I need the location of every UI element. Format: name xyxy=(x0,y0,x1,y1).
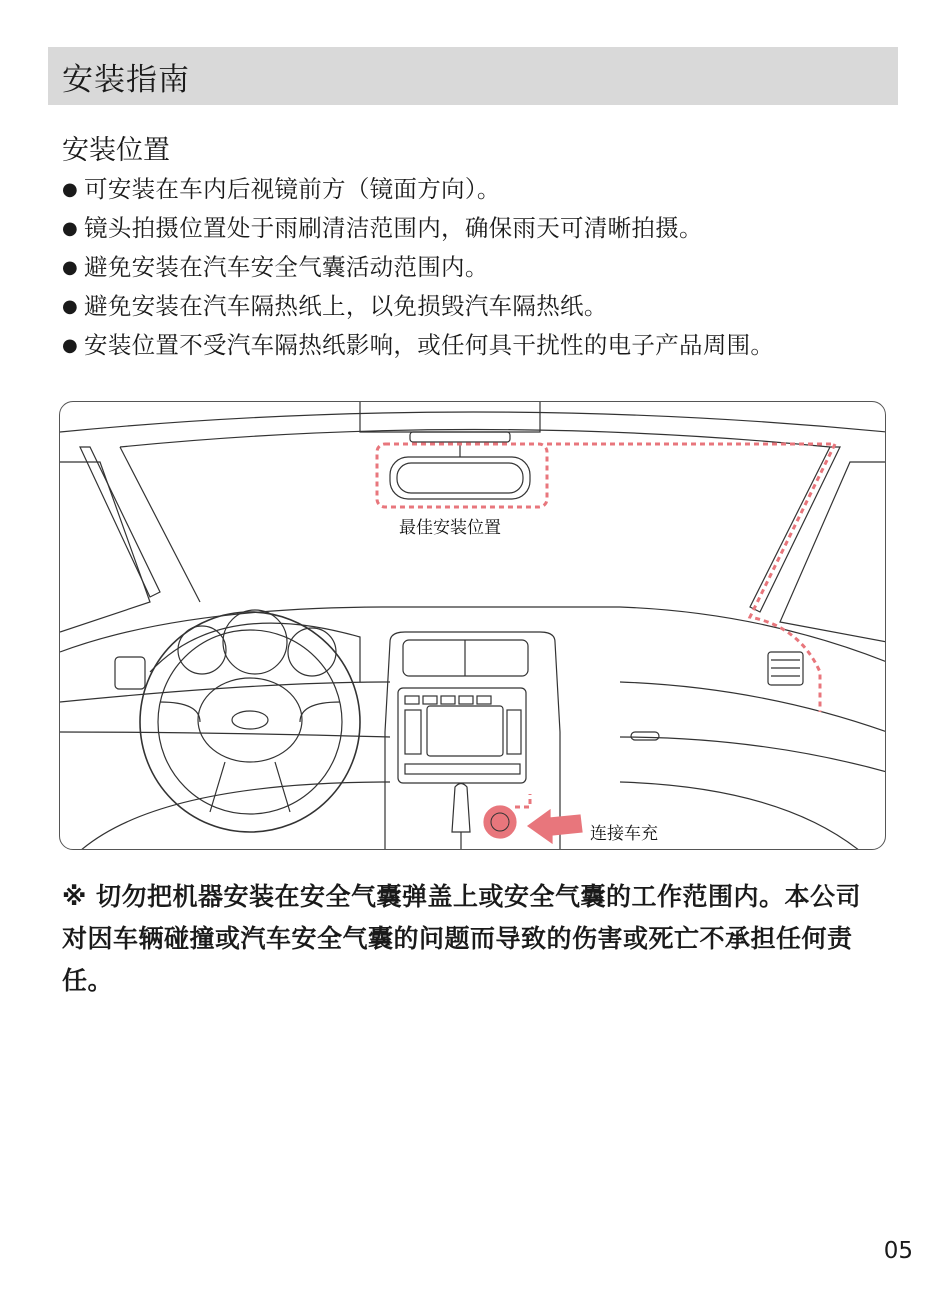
bullet-icon: ● xyxy=(62,179,79,200)
best-position-marker xyxy=(377,444,547,507)
left-a-pillar-inner xyxy=(120,447,200,602)
steering-wheel-inner xyxy=(158,630,342,814)
cable-route xyxy=(547,444,835,712)
charger-label: 连接车充 xyxy=(590,824,658,844)
left-side-window xyxy=(60,462,150,632)
left-a-pillar xyxy=(80,447,160,597)
gauge-right xyxy=(288,628,336,676)
bullet-icon: ● xyxy=(62,296,79,317)
gear-shifter xyxy=(452,784,470,833)
mirror-mount xyxy=(360,402,540,432)
right-side-window xyxy=(780,462,886,642)
section-title: 安装指南 xyxy=(62,61,190,98)
steering-logo xyxy=(232,711,268,729)
bullet-icon: ● xyxy=(62,218,79,239)
glove-box-handle xyxy=(631,732,659,740)
car-interior-illustration xyxy=(59,401,886,850)
car-interior-drawing xyxy=(60,402,886,850)
subheading: 安装位置 xyxy=(62,135,170,166)
section-title-bar xyxy=(48,47,898,105)
bullet-item: ● 可安装在车内后视镜前方（镜面方向）。 xyxy=(62,175,501,203)
charger-socket-marker xyxy=(484,806,516,838)
gauge-center xyxy=(223,610,287,674)
bullet-icon: ● xyxy=(62,257,79,278)
center-console xyxy=(385,632,560,850)
bullet-list xyxy=(62,171,892,366)
head-unit-screen xyxy=(427,706,503,756)
charger-arrow-icon xyxy=(528,810,582,843)
left-air-vent xyxy=(115,657,145,689)
roof-console xyxy=(410,432,510,442)
bullet-item: ● 避免安装在汽车隔热纸上，以免损毁汽车隔热纸。 xyxy=(62,292,608,320)
bullet-item: ● 安装位置不受汽车隔热纸影响，或任何具干扰性的电子产品周围。 xyxy=(62,331,775,359)
bullet-item: ● 避免安装在汽车安全气囊活动范围内。 xyxy=(62,253,489,281)
bullet-item: ● 镜头拍摄位置处于雨刷清洁范围内，确保雨天可清晰拍摄。 xyxy=(62,214,703,242)
bullet-icon: ● xyxy=(62,335,79,356)
page-number: 05 xyxy=(883,1238,913,1264)
steering-hub xyxy=(198,678,302,762)
steering-wheel-outer xyxy=(140,612,360,832)
warning-text: ※ 切勿把机器安装在安全气囊弹盖上或安全气囊的工作范围内。本公司对因车辆碰撞或汽车安全气囊的问题而导致的伤害或死亡不承担任何责任。 xyxy=(62,882,862,995)
best-position-label: 最佳安装位置 xyxy=(399,518,501,538)
installation-location-section xyxy=(62,131,892,366)
